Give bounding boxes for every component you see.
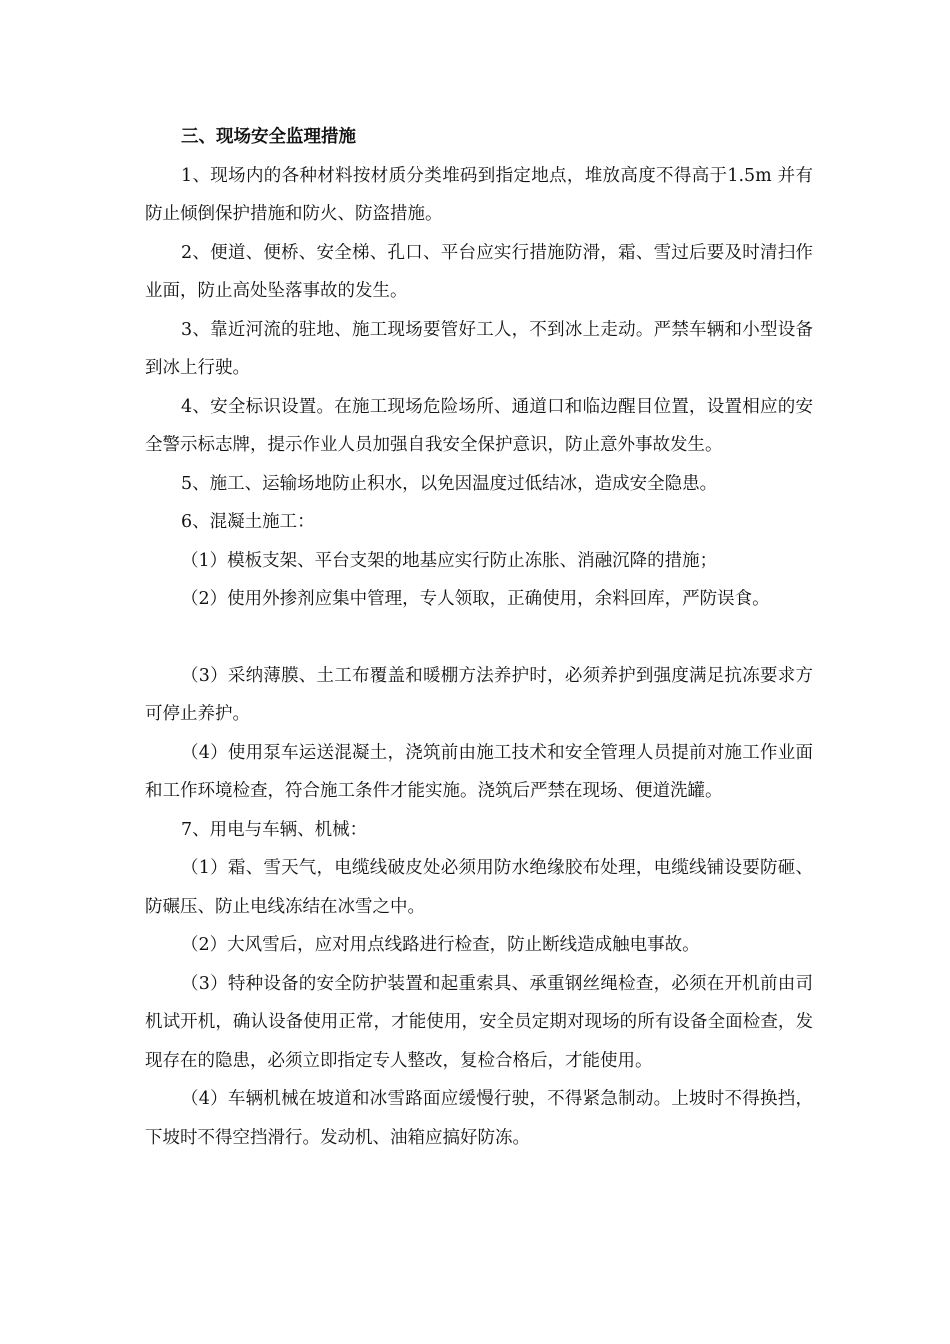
paragraph-6-4: （4）使用泵车运送混凝土，浇筑前由施工技术和安全管理人员提前对施工作业面和工作环境检查，符合施工条件才能实施。浇筑后严禁在现场、便道洗罐。 [145,742,813,801]
paragraph-7-2: （2）大风雪后，应对用点线路进行检查，防止断线造成触电事故。 [181,935,700,955]
paragraph-5: 5、施工、运输场地防止积水，以免因温度过低结冰，造成安全隐患。 [181,473,718,494]
paragraph-3: 3、靠近河流的驻地、施工现场要管好工人，不到冰上走动。严禁车辆和小型设备到冰上行驶。 [145,319,813,378]
paragraph-1: 1、现场内的各种材料按材质分类堆码到指定地点，堆放高度不得高于1.5m 并有防止倾倒保护措施和防火、防盗措施。 [145,165,813,224]
paragraph-7-3: （3）特种设备的安全防护装置和起重索具、承重钢丝绳检查，必须在开机前由司机试开机，确认设备使用正常，才能使用，安全员定期对现场的所有设备全面检查，发现存在的隐患，必须立即指定专人整改，复检合格后，才能使用。 [145,973,813,1071]
blank-line [145,619,813,657]
paragraph-6: 6、混凝土施工： [181,512,315,532]
paragraph-7-1: （1）霜、雪天气，电缆线破皮处必须用防水绝缘胶布处理，电缆线铺设要防砸、防碾压、防止电线冻结在冰雪之中。 [145,858,813,917]
paragraph-2: 2、便道、便桥、安全梯、孔口、平台应实行措施防滑，霜、雪过后要及时清扫作业面，防止高处坠落事故的发生。 [145,242,813,301]
paragraph-4: 4、安全标识设置。在施工现场危险场所、通道口和临边醒目位置，设置相应的安全警示标志牌，提示作业人员加强自我安全保护意识，防止意外事故发生。 [145,396,813,455]
paragraph-6-1: （1）模板支架、平台支架的地基应实行防止冻胀、消融沉降的措施； [181,550,718,571]
paragraph-7: 7、用电与车辆、机械： [181,819,368,840]
document-page [145,118,813,1157]
section-heading: 三、现场安全监理措施 [181,127,356,147]
paragraph-6-2: （2）使用外掺剂应集中管理，专人领取，正确使用，余料回库，严防误食。 [181,589,770,609]
paragraph-7-4: （4）车辆机械在坡道和冰雪路面应缓慢行驶，不得紧急制动。上坡时不得换挡，下坡时不得空挡滑行。发动机、油箱应搞好防冻。 [145,1089,813,1148]
paragraph-6-3: （3）采纳薄膜、土工布覆盖和暖棚方法养护时，必须养护到强度满足抗冻要求方可停止养护。 [145,665,813,724]
